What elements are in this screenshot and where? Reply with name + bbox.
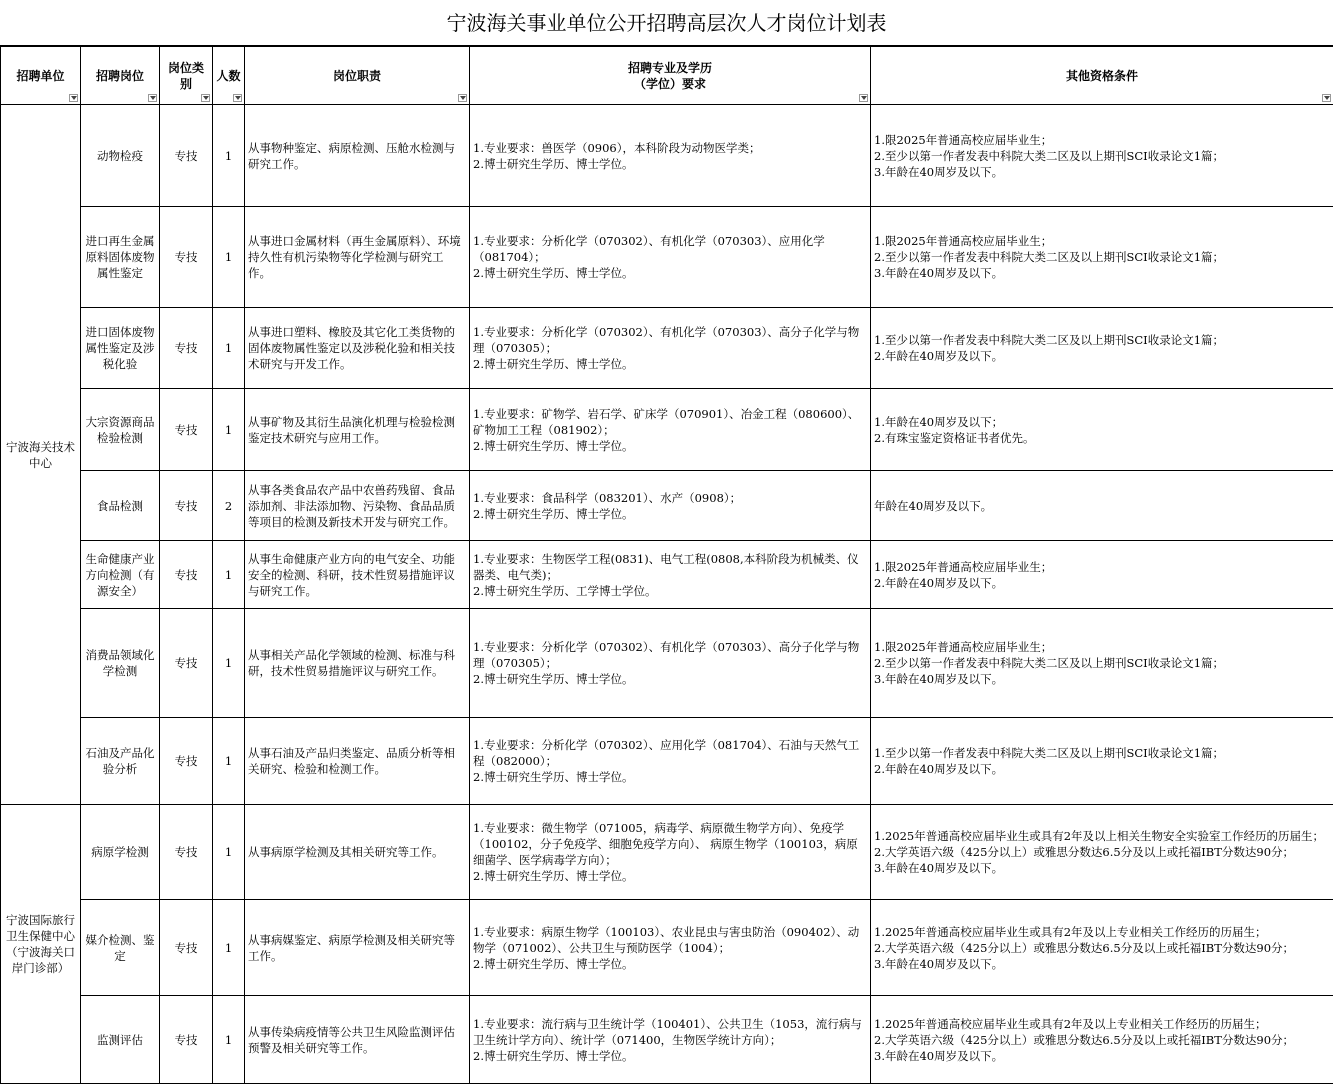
table-row [1,718,1333,805]
cell-duty[interactable]: 从事病媒鉴定、病原学检测及相关研究等工作。 [245,900,470,996]
cell-type[interactable]: 专技 [160,900,213,996]
cell-post[interactable]: 消费品领域化学检测 [81,609,160,718]
cell-count[interactable]: 1 [213,389,245,471]
cell-unit[interactable]: 宁波海关技术中心 [1,105,81,805]
job-table [0,46,1333,1084]
condition-line: 2.大学英语六级（425分以上）或雅思分数达6.5分及以上或托福IBT分数达90分； [874,1032,1330,1048]
condition-line: 3.年龄在40周岁及以下。 [874,1048,1330,1064]
cell-major[interactable] [470,609,871,718]
cell-major[interactable] [470,541,871,609]
cell-duty[interactable]: 从事相关产品化学领域的检测、标准与科研，技术性贸易措施评议与研究工作。 [245,609,470,718]
condition-line: 3.年龄在40周岁及以下。 [874,164,1330,180]
header-duty[interactable]: 岗位职责 [245,47,470,105]
cell-count[interactable]: 1 [213,900,245,996]
major-line: 1.专业要求：分析化学（070302）、有机化学（070303）、应用化学（081704）； [473,233,867,265]
cell-other[interactable] [871,541,1333,609]
table-row [1,389,1333,471]
condition-line: 1.2025年普通高校应届毕业生或具有2年及以上专业相关工作经历的历届生； [874,1016,1330,1032]
condition-line: 3.年龄在40周岁及以下。 [874,671,1330,687]
major-line: 2.博士研究生学历、博士学位。 [473,356,867,372]
major-line: 1.专业要求：流行病与卫生统计学（100401）、公共卫生（1053，流行病与卫生统计学方向）、统计学（071400，生物医学统计方向）； [473,1016,867,1048]
cell-other[interactable] [871,471,1333,541]
major-line: 1.专业要求：矿物学、岩石学、矿床学（070901）、冶金工程（080600）、矿物加工工程（081902）； [473,406,867,438]
cell-duty[interactable]: 从事进口塑料、橡胶及其它化工类货物的固体废物属性鉴定以及涉税化验和相关技术研究与开发工作。 [245,308,470,389]
cell-other[interactable] [871,609,1333,718]
cell-duty[interactable]: 从事矿物及其衍生品演化机理与检验检测鉴定技术研究与应用工作。 [245,389,470,471]
major-line: 2.博士研究生学历、博士学位。 [473,956,867,972]
filter-dropdown-icon[interactable] [233,94,242,102]
cell-count[interactable]: 1 [213,805,245,900]
cell-other[interactable] [871,718,1333,805]
condition-line: 1.限2025年普通高校应届毕业生； [874,639,1330,655]
header-major[interactable]: 招聘专业及学历 （学位）要求 [470,47,871,105]
header-count[interactable]: 人数 [213,47,245,105]
table-row [1,105,1333,207]
cell-other[interactable] [871,900,1333,996]
cell-post[interactable]: 病原学检测 [81,805,160,900]
major-line: 1.专业要求：分析化学（070302）、有机化学（070303）、高分子化学与物理（070305）； [473,324,867,356]
table-row [1,609,1333,718]
major-line: 2.博士研究生学历、博士学位。 [473,868,867,884]
table-row [1,207,1333,308]
cell-type[interactable]: 专技 [160,718,213,805]
table-row [1,541,1333,609]
condition-line: 1.至少以第一作者发表中科院大类二区及以上期刊SCI收录论文1篇； [874,745,1330,761]
cell-major[interactable] [470,900,871,996]
cell-major[interactable] [470,996,871,1084]
condition-line: 2.年龄在40周岁及以下。 [874,348,1330,364]
condition-line: 2.年龄在40周岁及以下。 [874,575,1330,591]
cell-duty[interactable]: 从事进口金属材料（再生金属原料）、环境持久性有机污染物等化学检测与研究工作。 [245,207,470,308]
major-line: 1.专业要求：分析化学（070302）、有机化学（070303）、高分子化学与物理（070305）； [473,639,867,671]
cell-major[interactable] [470,308,871,389]
filter-dropdown-icon[interactable] [201,94,210,102]
cell-major[interactable] [470,805,871,900]
cell-duty[interactable]: 从事生命健康产业方向的电气安全、功能安全的检测、科研，技术性贸易措施评议与研究工作。 [245,541,470,609]
condition-line: 1.2025年普通高校应届毕业生或具有2年及以上专业相关工作经历的历届生； [874,924,1330,940]
major-line: 1.专业要求：病原生物学（100103）、农业昆虫与害虫防治（090402）、动物学（071002）、公共卫生与预防医学（1004）； [473,924,867,956]
header-post[interactable]: 招聘岗位 [81,47,160,105]
cell-post[interactable]: 食品检测 [81,471,160,541]
condition-line: 3.年龄在40周岁及以下。 [874,956,1330,972]
major-line: 2.博士研究生学历、博士学位。 [473,1048,867,1064]
cell-major[interactable] [470,471,871,541]
cell-other[interactable] [871,207,1333,308]
major-line: 1.专业要求：分析化学（070302）、应用化学（081704）、石油与天然气工程（082000）； [473,737,867,769]
cell-type[interactable]: 专技 [160,541,213,609]
major-line: 2.博士研究生学历、博士学位。 [473,265,867,281]
cell-post[interactable]: 监测评估 [81,996,160,1084]
condition-line: 年龄在40周岁及以下。 [874,498,1330,514]
condition-line: 2.至少以第一作者发表中科院大类二区及以上期刊SCI收录论文1篇； [874,249,1330,265]
condition-line: 3.年龄在40周岁及以下。 [874,860,1330,876]
cell-other[interactable] [871,389,1333,471]
cell-type[interactable]: 专技 [160,471,213,541]
cell-count[interactable]: 2 [213,471,245,541]
cell-other[interactable] [871,308,1333,389]
major-line: 2.博士研究生学历、工学博士学位。 [473,583,867,599]
filter-dropdown-icon[interactable] [859,94,868,102]
cell-other[interactable] [871,996,1333,1084]
cell-other[interactable] [871,105,1333,207]
major-line: 2.博士研究生学历、博士学位。 [473,506,867,522]
cell-duty[interactable]: 从事传染病疫情等公共卫生风险监测评估预警及相关研究等工作。 [245,996,470,1084]
cell-major[interactable] [470,389,871,471]
condition-line: 2.大学英语六级（425分以上）或雅思分数达6.5分及以上或托福IBT分数达90分； [874,844,1330,860]
condition-line: 2.至少以第一作者发表中科院大类二区及以上期刊SCI收录论文1篇； [874,148,1330,164]
major-line: 2.博士研究生学历、博士学位。 [473,769,867,785]
table-row [1,900,1333,996]
condition-line: 1.限2025年普通高校应届毕业生； [874,132,1330,148]
filter-dropdown-icon[interactable] [148,94,157,102]
major-line: 1.专业要求：微生物学（071005，病毒学、病原微生物学方向）、免疫学（100102，分子免疫学、细胞免疫学方向）、 病原生物学（100103，病原细菌学、医学病毒学方向）； [473,820,867,868]
cell-post[interactable]: 进口再生金属原料固体废物属性鉴定 [81,207,160,308]
condition-line: 1.限2025年普通高校应届毕业生； [874,559,1330,575]
filter-dropdown-icon[interactable] [458,94,467,102]
cell-count[interactable]: 1 [213,105,245,207]
table-row [1,308,1333,389]
cell-major[interactable] [470,718,871,805]
major-line: 1.专业要求：兽医学（0906），本科阶段为动物医学类； [473,140,867,156]
cell-major[interactable] [470,105,871,207]
cell-type[interactable]: 专技 [160,996,213,1084]
major-line: 2.博士研究生学历、博士学位。 [473,671,867,687]
cell-type[interactable]: 专技 [160,308,213,389]
header-row [1,47,1333,105]
condition-line: 2.至少以第一作者发表中科院大类二区及以上期刊SCI收录论文1篇； [874,655,1330,671]
cell-post[interactable]: 媒介检测、鉴定 [81,900,160,996]
major-line: 2.博士研究生学历、博士学位。 [473,156,867,172]
condition-line: 2.有珠宝鉴定资格证书者优先。 [874,430,1330,446]
cell-type[interactable]: 专技 [160,805,213,900]
cell-duty[interactable]: 从事石油及产品归类鉴定、品质分析等相关研究、检验和检测工作。 [245,718,470,805]
cell-other[interactable] [871,805,1333,900]
condition-line: 1.至少以第一作者发表中科院大类二区及以上期刊SCI收录论文1篇； [874,332,1330,348]
sheet-title: 宁波海关事业单位公开招聘高层次人才岗位计划表 [0,0,1333,46]
cell-duty[interactable]: 从事物种鉴定、病原检测、压舱水检测与研究工作。 [245,105,470,207]
major-line: 1.专业要求：生物医学工程(0831)、电气工程(0808,本科阶段为机械类、仪器类、电气类)； [473,551,867,583]
filter-dropdown-icon[interactable] [1322,94,1331,102]
major-line: 2.博士研究生学历、博士学位。 [473,438,867,454]
cell-type[interactable]: 专技 [160,389,213,471]
cell-count[interactable]: 1 [213,541,245,609]
cell-post[interactable]: 动物检疫 [81,105,160,207]
cell-type[interactable]: 专技 [160,207,213,308]
cell-unit[interactable]: 宁波国际旅行卫生保健中心（宁波海关口岸门诊部） [1,805,81,1084]
condition-line: 1.限2025年普通高校应届毕业生； [874,233,1330,249]
header-other[interactable]: 其他资格条件 [871,47,1333,105]
filter-dropdown-icon[interactable] [69,94,78,102]
cell-post[interactable]: 石油及产品化验分析 [81,718,160,805]
cell-count[interactable]: 1 [213,718,245,805]
cell-duty[interactable]: 从事病原学检测及其相关研究等工作。 [245,805,470,900]
major-line: 1.专业要求：食品科学（083201）、水产（0908）； [473,490,867,506]
condition-line: 1.2025年普通高校应届毕业生或具有2年及以上相关生物安全实验室工作经历的历届生； [874,828,1330,844]
cell-type[interactable]: 专技 [160,105,213,207]
cell-post[interactable]: 进口固体废物属性鉴定及涉税化验 [81,308,160,389]
cell-major[interactable] [470,207,871,308]
header-type[interactable]: 岗位类别 [160,47,213,105]
table-row [1,805,1333,900]
condition-line: 3.年龄在40周岁及以下。 [874,265,1330,281]
cell-count[interactable]: 1 [213,308,245,389]
cell-post[interactable]: 生命健康产业方向检测（有源安全） [81,541,160,609]
cell-count[interactable]: 1 [213,609,245,718]
condition-line: 2.年龄在40周岁及以下。 [874,761,1330,777]
table-row [1,996,1333,1084]
header-unit[interactable]: 招聘单位 [1,47,81,105]
table-row [1,471,1333,541]
cell-count[interactable]: 1 [213,207,245,308]
cell-post[interactable]: 大宗资源商品检验检测 [81,389,160,471]
condition-line: 1.年龄在40周岁及以下； [874,414,1330,430]
condition-line: 2.大学英语六级（425分以上）或雅思分数达6.5分及以上或托福IBT分数达90分； [874,940,1330,956]
cell-type[interactable]: 专技 [160,609,213,718]
cell-duty[interactable]: 从事各类食品农产品中农兽药残留、食品添加剂、非法添加物、污染物、食品品质等项目的检测及新技术开发与研究工作。 [245,471,470,541]
cell-count[interactable]: 1 [213,996,245,1084]
